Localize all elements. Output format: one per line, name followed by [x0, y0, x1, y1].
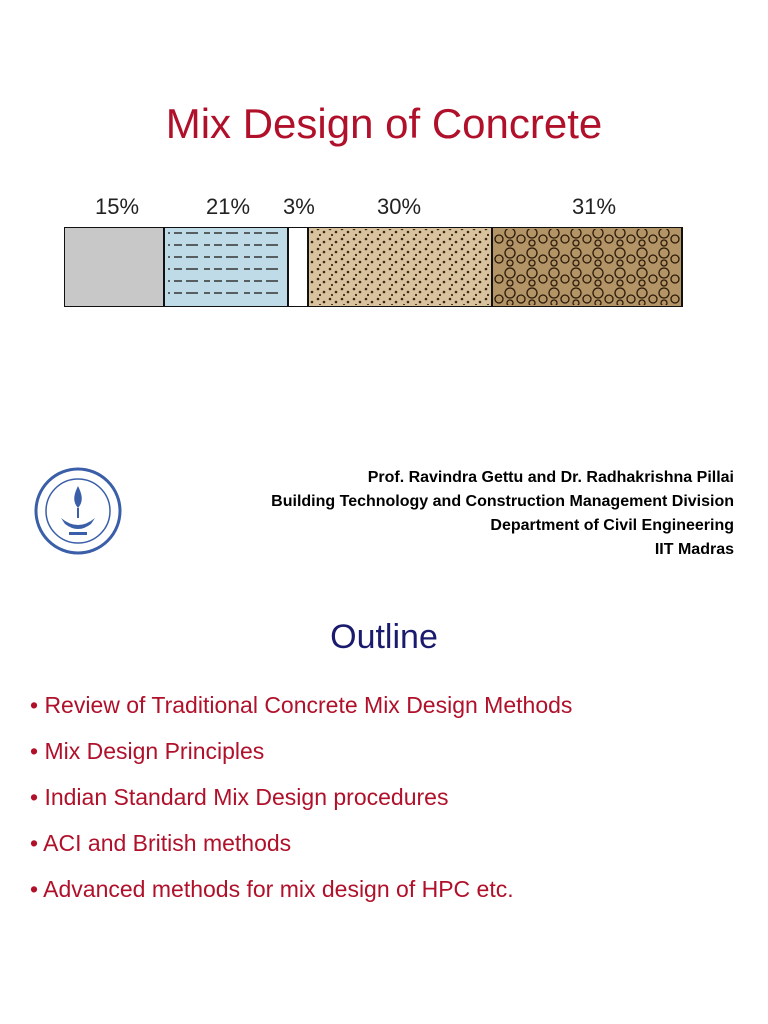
water-percent-label: 21%	[206, 194, 251, 219]
department-line: Department of Civil Engineering	[490, 517, 734, 534]
sand-pattern	[310, 229, 490, 305]
outline-item: • Review of Traditional Concrete Mix Design Methods	[30, 692, 573, 718]
water-pattern	[168, 231, 284, 303]
iit-madras-logo	[33, 462, 123, 560]
air-segment	[288, 227, 308, 307]
cement-percent-label: 15%	[95, 194, 140, 219]
outline-item: • ACI and British methods	[30, 830, 292, 856]
division-line: Building Technology and Construction Management Division	[271, 493, 734, 510]
outline-heading: Outline	[330, 618, 438, 656]
outline-item: • Mix Design Principles	[30, 738, 265, 764]
gravel-percent-label: 31%	[572, 194, 617, 219]
air-percent-label: 3%	[283, 194, 315, 219]
concrete-composition-bar	[64, 227, 683, 307]
sand-percent-label: 30%	[377, 194, 422, 219]
slide-title: Mix Design of Concrete	[165, 100, 603, 147]
outline-item: • Indian Standard Mix Design procedures	[30, 784, 449, 810]
gravel-pattern	[494, 229, 680, 305]
authors-line: Prof. Ravindra Gettu and Dr. Radhakrishna Pillai	[367, 469, 734, 486]
affiliation-block	[271, 466, 734, 562]
cement-segment	[64, 227, 164, 307]
outline-list	[30, 688, 572, 918]
institute-line: IIT Madras	[654, 541, 734, 558]
outline-item: • Advanced methods for mix design of HPC etc.	[30, 876, 514, 902]
